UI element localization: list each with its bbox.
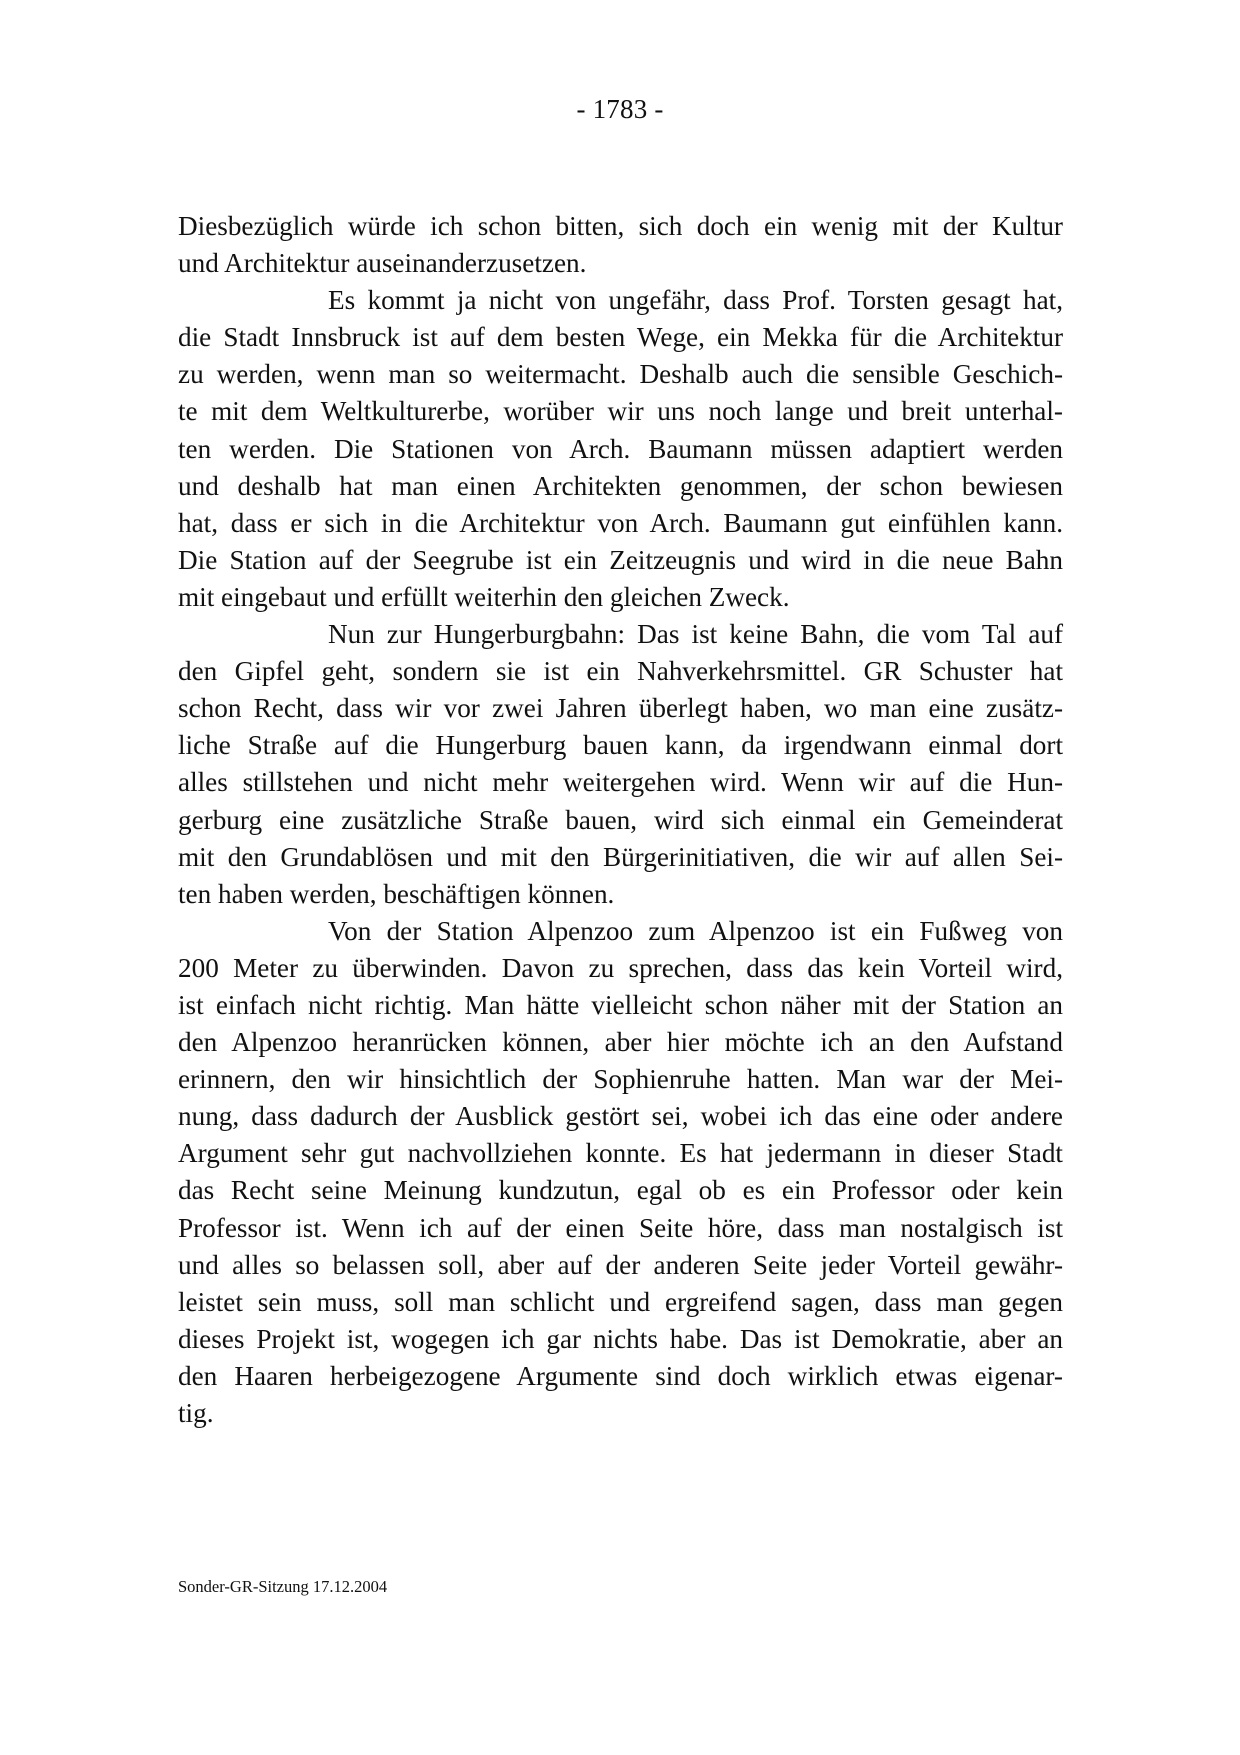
text-line: mit den Grundablösen und mit den Bürgerinitiativen, die wir auf allen Sei- <box>178 841 1063 872</box>
text-line: Diesbezüglich würde ich schon bitten, sich doch ein wenig mit der Kultur <box>178 211 1063 241</box>
body-text <box>178 208 1063 1432</box>
text-line: alles stillstehen und nicht mehr weitergehen wird. Wenn wir auf die Hun- <box>178 767 1063 798</box>
text-line: den Gipfel geht, sondern sie ist ein Nahverkehrsmittel. GR Schuster hat <box>178 656 1063 687</box>
text-line: und deshalb hat man einen Architekten genommen, der schon bewiesen <box>178 470 1063 501</box>
paragraph <box>178 616 1063 913</box>
text-line: die Stadt Innsbruck ist auf dem besten Wege, ein Mekka für die Architektur <box>178 322 1063 353</box>
text-line: den Alpenzoo heranrücken können, aber hier möchte ich an den Aufstand <box>178 1027 1063 1058</box>
text-line: und alles so belassen soll, aber auf der anderen Seite jeder Vorteil gewähr- <box>178 1249 1063 1280</box>
text-line: 200 Meter zu überwinden. Davon zu sprechen, dass das kein Vorteil wird, <box>178 952 1063 983</box>
text-line: gerburg eine zusätzliche Straße bauen, wird sich einmal ein Gemeinderat <box>178 804 1063 835</box>
paragraph <box>178 208 1063 282</box>
text-line: ist einfach nicht richtig. Man hätte vielleicht schon näher mit der Station an <box>178 989 1063 1020</box>
text-line: schon Recht, dass wir vor zwei Jahren überlegt haben, wo man eine zusätz- <box>178 693 1063 724</box>
text-line: hat, dass er sich in die Architektur von Arch. Baumann gut einfühlen kann. <box>178 507 1063 538</box>
footer-session-label: Sonder-GR-Sitzung 17.12.2004 <box>178 1577 388 1596</box>
text-line: ten haben werden, beschäftigen können. <box>178 878 615 909</box>
text-line: mit eingebaut und erfüllt weiterhin den gleichen Zweck. <box>178 581 790 612</box>
text-line: Nun zur Hungerburgbahn: Das ist keine Bahn, die vom Tal auf <box>328 619 1063 650</box>
text-line: den Haaren herbeigezogene Argumente sind doch wirklich etwas eigenar- <box>178 1360 1063 1391</box>
text-line: dieses Projekt ist, wogegen ich gar nichts habe. Das ist Demokratie, aber an <box>178 1323 1063 1354</box>
text-line: das Recht seine Meinung kundzutun, egal ob es ein Professor oder kein <box>178 1175 1063 1206</box>
text-line: Argument sehr gut nachvollziehen konnte. Es hat jedermann in dieser Stadt <box>178 1138 1063 1169</box>
text-line: te mit dem Weltkulturerbe, worüber wir uns noch lange und breit unterhal- <box>178 396 1063 427</box>
text-line: Die Station auf der Seegrube ist ein Zeitzeugnis und wird in die neue Bahn <box>178 544 1063 575</box>
text-line: ten werden. Die Stationen von Arch. Baumann müssen adaptiert werden <box>178 433 1063 464</box>
text-line: erinnern, den wir hinsichtlich der Sophienruhe hatten. Man war der Mei- <box>178 1064 1063 1095</box>
text-line: zu werden, wenn man so weitermacht. Deshalb auch die sensible Geschich- <box>178 359 1063 390</box>
text-line: Es kommt ja nicht von ungefähr, dass Prof. Torsten gesagt hat, <box>328 285 1063 316</box>
text-line: tig. <box>178 1398 214 1428</box>
paragraph <box>178 913 1063 1432</box>
text-line: Von der Station Alpenzoo zum Alpenzoo ist ein Fußweg von <box>328 915 1063 946</box>
page-number: - 1783 - <box>576 94 664 124</box>
text-line: und Architektur auseinanderzusetzen. <box>178 248 587 279</box>
text-line: Professor ist. Wenn ich auf der einen Seite höre, dass man nostalgisch ist <box>178 1212 1063 1243</box>
paragraph <box>178 282 1063 616</box>
text-line: leistet sein muss, soll man schlicht und ergreifend sagen, dass man gegen <box>178 1286 1063 1317</box>
text-line: liche Straße auf die Hungerburg bauen kann, da irgendwann einmal dort <box>178 730 1063 761</box>
text-line: nung, dass dadurch der Ausblick gestört sei, wobei ich das eine oder andere <box>178 1101 1063 1132</box>
